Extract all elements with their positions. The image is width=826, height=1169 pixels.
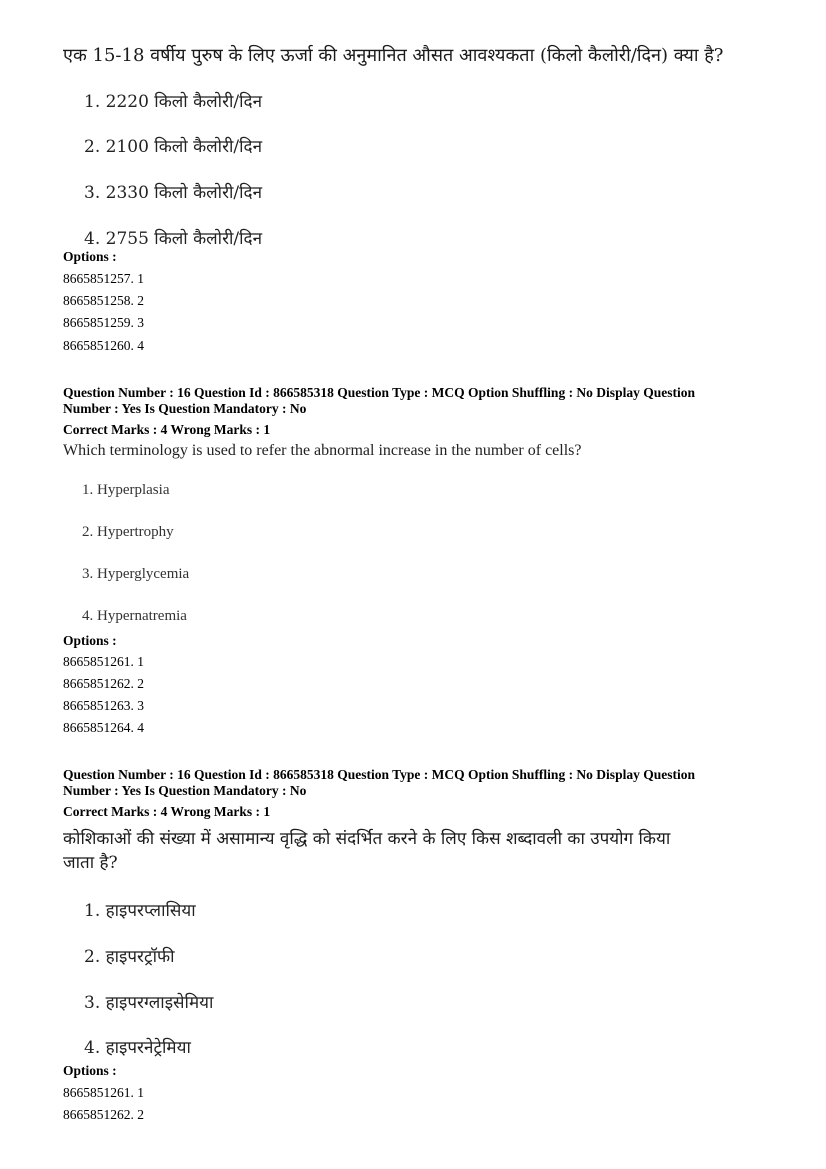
option-id: 8665851264. 4	[63, 720, 144, 735]
question-meta-line1: Question Number : 16 Question Id : 866585318 Question Type : MCQ Option Shuffling : No Display Question	[63, 385, 695, 400]
options-label: Options :	[63, 249, 117, 264]
question-meta-line1: Question Number : 16 Question Id : 866585318 Question Type : MCQ Option Shuffling : No Display Question	[63, 767, 695, 782]
choice-1: 1. Hyperplasia	[82, 482, 170, 498]
question-meta-line2: Number : Yes Is Question Mandatory : No	[63, 783, 307, 798]
marks-line: Correct Marks : 4 Wrong Marks : 1	[63, 804, 271, 819]
choice-3: 3. Hyperglycemia	[82, 566, 190, 582]
choice-1: 1. हाइपरप्लासिया	[84, 901, 196, 921]
question-meta-line2: Number : Yes Is Question Mandatory : No	[63, 401, 307, 416]
options-label: Options :	[63, 633, 117, 648]
choice-3: 3. 2330 किलो कैलोरी/दिन	[84, 183, 263, 203]
choice-2: 2. हाइपरट्रॉफी	[84, 947, 175, 967]
question-text-hindi-q15: एक 15-18 वर्षीय पुरुष के लिए ऊर्जा की अनुमानित औसत आवश्यकता (किलो कैलोरी/दिन) क्या है?	[63, 45, 724, 66]
question-text-english: Which terminology is used to refer the abnormal increase in the number of cells?	[63, 442, 582, 459]
choice-4: 4. Hypernatremia	[82, 608, 187, 624]
option-id: 8665851261. 1	[63, 654, 144, 669]
question-text-hindi-line1: कोशिकाओं की संख्या में असामान्य वृद्धि को संदर्भित करने के लिए किस शब्दावली का उपयोग किया	[63, 829, 671, 849]
option-id: 8665851262. 2	[63, 1107, 144, 1122]
option-id: 8665851261. 1	[63, 1085, 144, 1100]
choice-1: 1. 2220 किलो कैलोरी/दिन	[84, 92, 263, 112]
option-id: 8665851260. 4	[63, 338, 144, 353]
choice-3: 3. हाइपरग्लाइसेमिया	[84, 993, 214, 1013]
option-id: 8665851258. 2	[63, 293, 144, 308]
option-id: 8665851263. 3	[63, 698, 144, 713]
option-id: 8665851257. 1	[63, 271, 144, 286]
option-id: 8665851262. 2	[63, 676, 144, 691]
option-id: 8665851259. 3	[63, 315, 144, 330]
marks-line: Correct Marks : 4 Wrong Marks : 1	[63, 422, 271, 437]
choice-2: 2. 2100 किलो कैलोरी/दिन	[84, 137, 263, 157]
options-label: Options :	[63, 1063, 117, 1078]
choice-4: 4. 2755 किलो कैलोरी/दिन	[84, 229, 263, 249]
choice-2: 2. Hypertrophy	[82, 524, 174, 540]
question-text-hindi-line2: जाता है?	[63, 853, 118, 873]
choice-4: 4. हाइपरनेट्रेमिया	[84, 1038, 191, 1058]
